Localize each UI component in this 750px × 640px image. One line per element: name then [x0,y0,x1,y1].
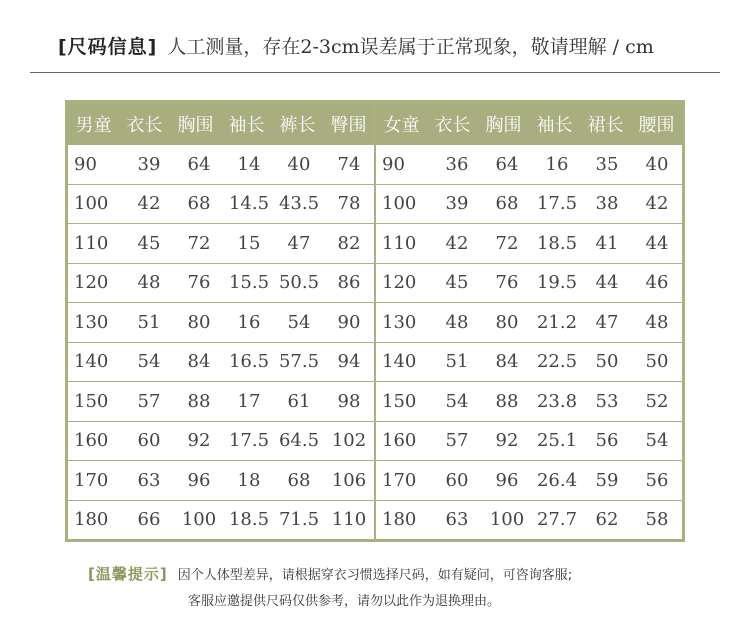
table-row [68,145,374,184]
boys-cell: 71.5 [278,509,320,531]
boys-cell: 68 [187,193,211,215]
boys-cell: 39 [137,153,161,175]
girls-cell: 42 [645,193,669,215]
girls-cell: 53 [595,390,619,412]
table-row [68,381,374,421]
boys-cell: 110 [74,232,109,254]
girls-cell: 39 [445,193,469,215]
unit-label: / cm [612,36,654,58]
size-table [65,100,685,542]
boys-cell: 14.5 [228,193,270,215]
girls-cell: 68 [495,193,519,215]
table-row [68,460,374,500]
girls-cell: 120 [382,272,417,294]
girls-cell: 180 [382,509,417,531]
table-row [376,302,682,342]
boys-header-cell: 袖长 [228,115,265,136]
table-row [376,381,682,421]
boys-cell: 88 [187,390,211,412]
boys-cell: 18.5 [228,509,270,531]
boys-cell: 94 [337,351,361,373]
boys-cell: 92 [187,430,211,452]
boys-cell: 180 [74,509,109,531]
boys-cell: 45 [137,232,161,254]
boys-cell: 170 [74,469,109,491]
girls-cell: 88 [495,390,519,412]
boys-cell: 43.5 [278,193,320,215]
girls-cell: 100 [382,193,417,215]
section-title: [尺码信息] [58,36,158,58]
boys-cell: 74 [337,153,361,175]
boys-cell: 15 [237,232,261,254]
girls-cell: 56 [645,469,669,491]
girls-size-table [375,103,682,539]
girls-cell: 18.5 [536,232,578,254]
boys-cell: 90 [74,153,97,175]
boys-cell: 80 [187,311,211,333]
girls-cell: 36 [445,153,469,175]
boys-cell: 102 [331,430,367,452]
boys-cell: 100 [181,509,217,531]
boys-cell: 66 [137,509,161,531]
girls-cell: 54 [445,390,469,412]
header-divider [30,72,720,73]
girls-cell: 64 [495,153,519,175]
table-row [376,460,682,500]
girls-rows [376,145,682,539]
boys-cell: 17 [237,390,261,412]
girls-cell: 57 [445,430,469,452]
girls-cell: 63 [445,509,469,531]
girls-cell: 21.2 [536,311,578,333]
girls-cell: 76 [495,272,519,294]
boys-cell: 64.5 [278,430,320,452]
boys-cell: 106 [331,469,367,491]
table-row [68,342,374,382]
girls-cell: 48 [445,311,469,333]
boys-cell: 14 [237,153,261,175]
girls-cell: 110 [382,232,417,254]
boys-cell: 54 [137,351,161,373]
boys-rows [68,145,374,539]
boys-cell: 42 [137,193,161,215]
boys-cell: 50.5 [278,272,320,294]
boys-cell: 16.5 [228,351,270,373]
boys-header-cell: 男童 [75,115,112,136]
boys-cell: 68 [287,469,311,491]
boys-size-table [68,103,375,539]
measurement-note: 人工测量，存在2-3cm误差属于正常现象，敬请理解 [167,36,607,58]
boys-cell: 18 [237,469,261,491]
table-row [376,500,682,540]
boys-cell: 72 [187,232,211,254]
boys-cell: 100 [74,193,109,215]
boys-cell: 60 [137,430,161,452]
table-row [376,342,682,382]
boys-cell: 40 [287,153,311,175]
boys-cell: 90 [337,311,361,333]
boys-cell: 63 [137,469,161,491]
boys-header-row [68,103,374,145]
girls-header-cell: 袖长 [536,115,573,136]
boys-cell: 64 [187,153,211,175]
girls-cell: 80 [495,311,519,333]
reminder-tag: [温馨提示] [88,565,168,583]
girls-cell: 45 [445,272,469,294]
girls-cell: 58 [645,509,669,531]
boys-cell: 140 [74,351,109,373]
girls-cell: 44 [645,232,669,254]
girls-header-cell: 腰围 [638,115,675,136]
table-row [68,223,374,263]
girls-cell: 90 [382,153,405,175]
boys-cell: 57 [137,390,161,412]
boys-cell: 98 [337,390,361,412]
girls-header-cell: 胸围 [485,115,522,136]
girls-cell: 170 [382,469,417,491]
girls-cell: 17.5 [536,193,578,215]
boys-cell: 84 [187,351,211,373]
reminder-line-2: 客服应邀提供尺码仅供参考，请勿以此作为退换理由。 [188,594,501,609]
boys-cell: 150 [74,390,109,412]
boys-cell: 82 [337,232,361,254]
girls-cell: 52 [645,390,669,412]
boys-header-cell: 臀围 [330,115,367,136]
girls-cell: 130 [382,311,417,333]
girls-cell: 26.4 [536,469,578,491]
boys-cell: 47 [287,232,311,254]
girls-cell: 19.5 [536,272,578,294]
table-row [68,302,374,342]
table-row [376,145,682,184]
girls-cell: 54 [645,430,669,452]
girls-cell: 47 [595,311,619,333]
girls-cell: 160 [382,430,417,452]
girls-header-cell: 裙长 [587,115,624,136]
boys-header-cell: 裤长 [279,115,316,136]
boys-cell: 54 [287,311,311,333]
reminder-line-1: 因个人体型差异，请根据穿衣习惯选择尺码，如有疑问，可咨询客服; [177,568,573,583]
girls-cell: 27.7 [536,509,578,531]
boys-header-cell: 胸围 [177,115,214,136]
girls-cell: 72 [495,232,519,254]
size-info-header [58,32,654,68]
girls-cell: 41 [595,232,619,254]
boys-cell: 96 [187,469,211,491]
girls-cell: 44 [595,272,619,294]
girls-cell: 50 [595,351,619,373]
table-row [376,184,682,224]
girls-header-row [376,103,682,145]
boys-cell: 48 [137,272,161,294]
boys-cell: 130 [74,311,109,333]
girls-cell: 16 [545,153,569,175]
table-row [376,421,682,461]
girls-cell: 22.5 [536,351,578,373]
boys-cell: 57.5 [278,351,320,373]
girls-cell: 62 [595,509,619,531]
boys-cell: 78 [337,193,361,215]
boys-cell: 16 [237,311,261,333]
table-row [68,184,374,224]
girls-cell: 48 [645,311,669,333]
girls-cell: 25.1 [536,430,578,452]
girls-cell: 40 [645,153,669,175]
boys-cell: 15.5 [228,272,270,294]
table-row [68,263,374,303]
table-row [376,223,682,263]
girls-header-cell: 女童 [383,115,420,136]
boys-cell: 120 [74,272,109,294]
girls-cell: 42 [445,232,469,254]
girls-cell: 100 [489,509,525,531]
boys-cell: 86 [337,272,361,294]
table-row [376,263,682,303]
boys-header-cell: 衣长 [126,115,163,136]
girls-cell: 46 [645,272,669,294]
girls-cell: 51 [445,351,469,373]
girls-cell: 23.8 [536,390,578,412]
girls-cell: 140 [382,351,417,373]
girls-cell: 150 [382,390,417,412]
boys-cell: 76 [187,272,211,294]
boys-cell: 17.5 [228,430,270,452]
boys-cell: 160 [74,430,109,452]
table-row [68,500,374,540]
boys-cell: 61 [287,390,311,412]
girls-cell: 50 [645,351,669,373]
girls-cell: 56 [595,430,619,452]
girls-cell: 96 [495,469,519,491]
table-row [68,421,374,461]
girls-cell: 84 [495,351,519,373]
girls-cell: 60 [445,469,469,491]
girls-cell: 59 [595,469,619,491]
girls-cell: 92 [495,430,519,452]
boys-cell: 51 [137,311,161,333]
girls-header-cell: 衣长 [434,115,471,136]
girls-cell: 35 [595,153,619,175]
girls-cell: 38 [595,193,619,215]
boys-cell: 110 [331,509,367,531]
